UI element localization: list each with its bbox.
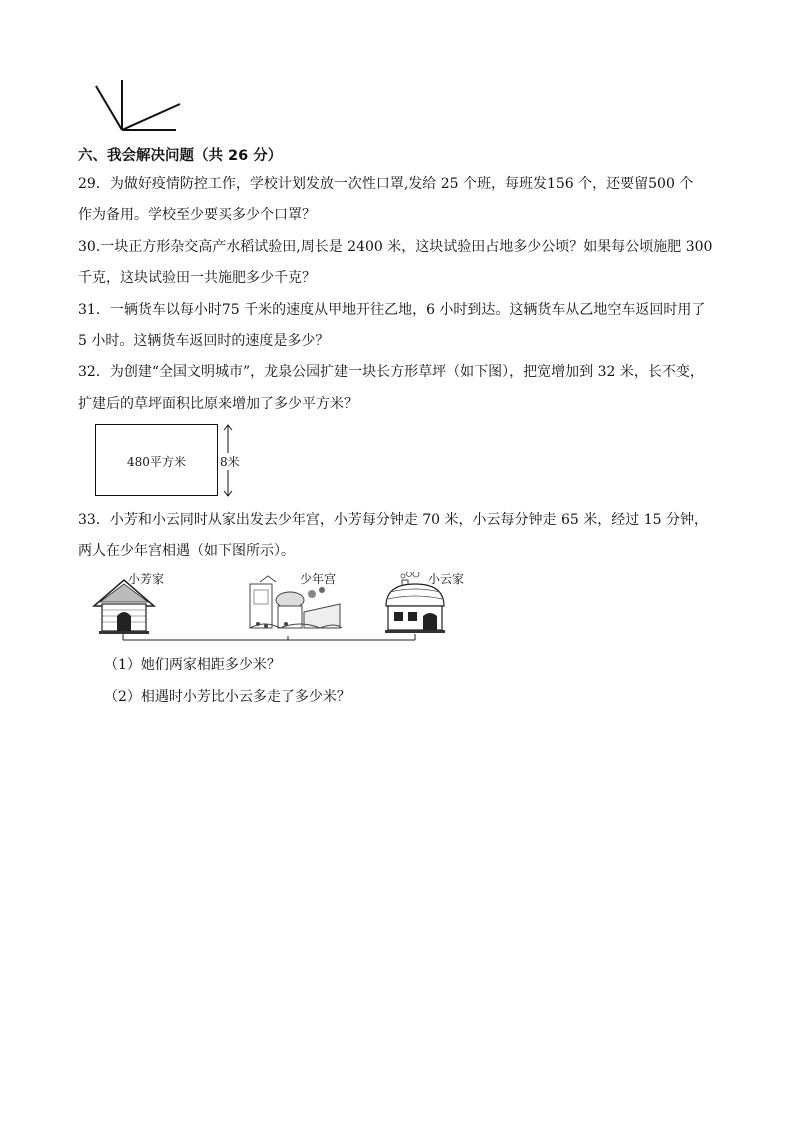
q32-line2: 扩建后的草坪面积比原来增加了多少平方米？ xyxy=(78,396,358,412)
q30-line2: 千克，这块试验田一共施肥多少千克？ xyxy=(78,270,316,286)
q33-sub2: （2）相遇时小芳比小云多走了多少米？ xyxy=(104,689,351,705)
q29-line1: 29．为做好疫情防控工作，学校计划发放一次性口罩,发给 25 个班，每班发156 个，还要留500 个 xyxy=(78,176,694,192)
q33-line2: 两人在少年宫相遇（如下图所示）。 xyxy=(78,543,295,559)
section-title: 六、我会解决问题（共 26 分） xyxy=(78,148,283,164)
q31-line1: 31．一辆货车以每小时75 千米的速度从甲地开往乙地，6 小时到达。这辆货车从乙地空车返回时用了 xyxy=(78,302,706,318)
q32-line1: 32．为创建“全国文明城市”，龙泉公园扩建一块长方形草坪（如下图），把宽增加到 32 米，长不变， xyxy=(78,364,704,380)
q33-line1: 33．小芳和小云同时从家出发去少年宫，小芳每分钟走 70 米，小云每分钟走 65 米，经过 15 分钟， xyxy=(78,512,708,528)
meeting-illustration xyxy=(90,572,460,644)
q30-line1: 30.一块正方形杂交高产水稻试验田,周长是 2400 米，这块试验田占地多少公顷？如果每公顷施肥 300 xyxy=(78,239,713,255)
label-youth-palace: 少年宫 xyxy=(300,572,337,586)
xiaoyun-house-icon xyxy=(385,572,445,633)
youth-palace-icon xyxy=(250,576,342,628)
area-label: 480平方米 xyxy=(127,455,186,469)
width-label: 8米 xyxy=(220,455,240,469)
q31-line2: 5 小时。这辆货车返回时的速度是多少？ xyxy=(78,333,330,349)
xiaofang-house-icon xyxy=(94,580,154,634)
label-xiaofang-home: 小芳家 xyxy=(128,572,165,586)
label-xiaoyun-home: 小云家 xyxy=(428,572,465,586)
q29-line2: 作为备用。学校至少要买多少个口罩？ xyxy=(78,207,316,223)
angle-figure xyxy=(90,78,185,136)
q33-sub1: （1）她们两家相距多少米？ xyxy=(104,657,281,673)
